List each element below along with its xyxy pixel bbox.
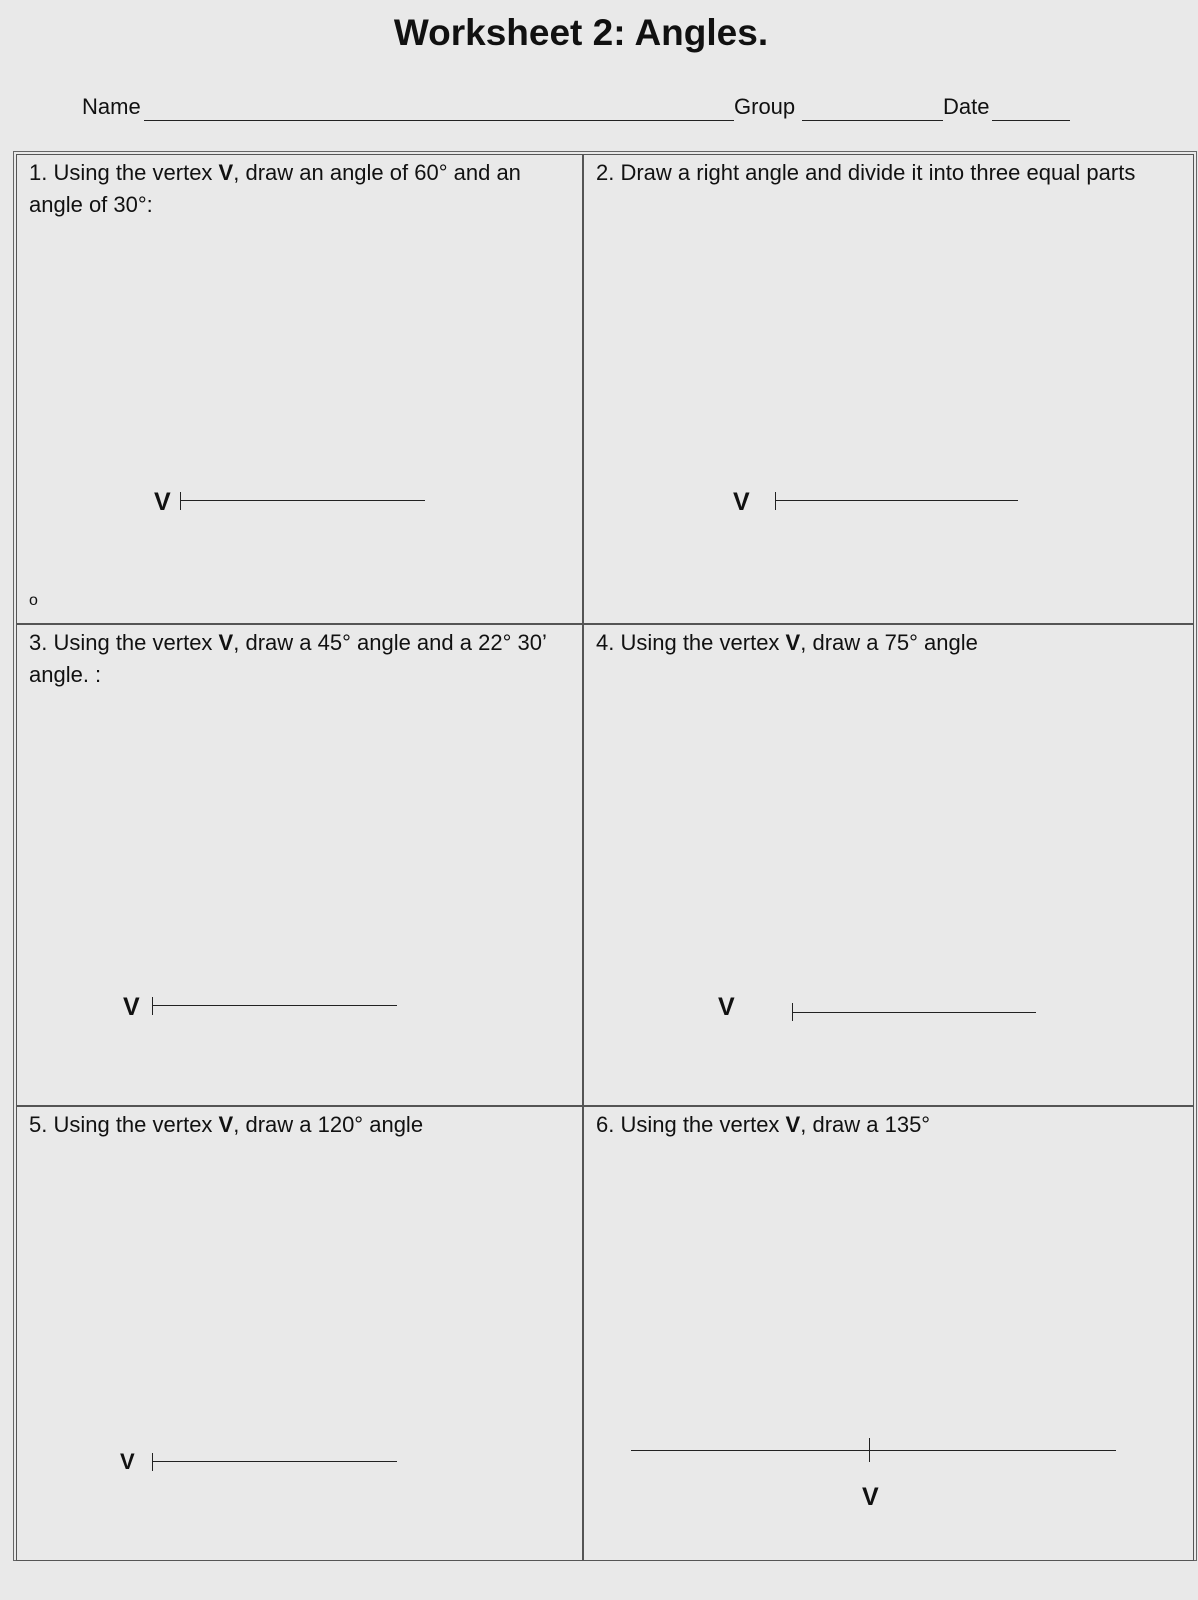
date-label: Date: [943, 94, 990, 119]
vertex-tick: [152, 997, 153, 1015]
vertex-ref: V: [218, 1112, 234, 1137]
angle-base-ray: [775, 500, 1018, 501]
group-label: Group: [734, 94, 796, 119]
angle-base-ray: [180, 500, 425, 501]
straight-line: [631, 1450, 1116, 1451]
exercise-cell-6[interactable]: [583, 1106, 1194, 1561]
angle-base-ray: [792, 1012, 1036, 1013]
name-blank[interactable]: [144, 120, 734, 121]
vertex-label: V: [120, 1449, 135, 1474]
exercise-cell-3[interactable]: [16, 624, 583, 1106]
vertex-tick: [152, 1453, 153, 1471]
vertex-label: V: [862, 1483, 879, 1511]
vertex-tick: [180, 492, 181, 510]
date-blank[interactable]: [992, 120, 1070, 121]
exercise-2-prompt: 2. Draw a right angle and divide it into three equal parts: [596, 160, 1136, 185]
vertex-ref: V: [785, 630, 801, 655]
vertex-label: V: [733, 488, 750, 516]
vertex-ref: V: [218, 160, 234, 185]
angle-base-ray: [152, 1005, 397, 1006]
vertex-label: V: [123, 993, 140, 1021]
group-blank[interactable]: [802, 120, 943, 121]
vertex-label: V: [154, 488, 171, 516]
vertex-ref: V: [785, 1112, 801, 1137]
vertex-tick: [869, 1438, 870, 1462]
angle-base-ray: [152, 1461, 397, 1462]
exercise-cell-2[interactable]: [583, 154, 1194, 624]
exercise-1-prompt: 1. Using the vertex V, draw an angle of 60° and an angle of 30°:: [29, 160, 521, 217]
exercise-4-prompt: 4. Using the vertex V, draw a 75° angle: [596, 630, 978, 655]
exercise-3-prompt: 3. Using the vertex V, draw a 45° angle and a 22° 30’ angle. :: [29, 630, 547, 687]
exercise-cell-5[interactable]: [16, 1106, 583, 1561]
vertex-tick: [775, 492, 776, 510]
name-label: Name: [82, 94, 141, 119]
exercise-cell-1[interactable]: [16, 154, 583, 624]
exercise-6-prompt: 6. Using the vertex V, draw a 135°: [596, 1112, 931, 1137]
stray-mark: o: [29, 592, 38, 609]
exercise-5-prompt: 5. Using the vertex V, draw a 120° angle: [29, 1112, 424, 1137]
exercise-grid: [13, 151, 1197, 1561]
worksheet-title: Worksheet 2: Angles.: [393, 12, 769, 53]
exercise-cell-4[interactable]: [583, 624, 1194, 1106]
vertex-label: V: [718, 993, 735, 1021]
vertex-ref: V: [218, 630, 234, 655]
